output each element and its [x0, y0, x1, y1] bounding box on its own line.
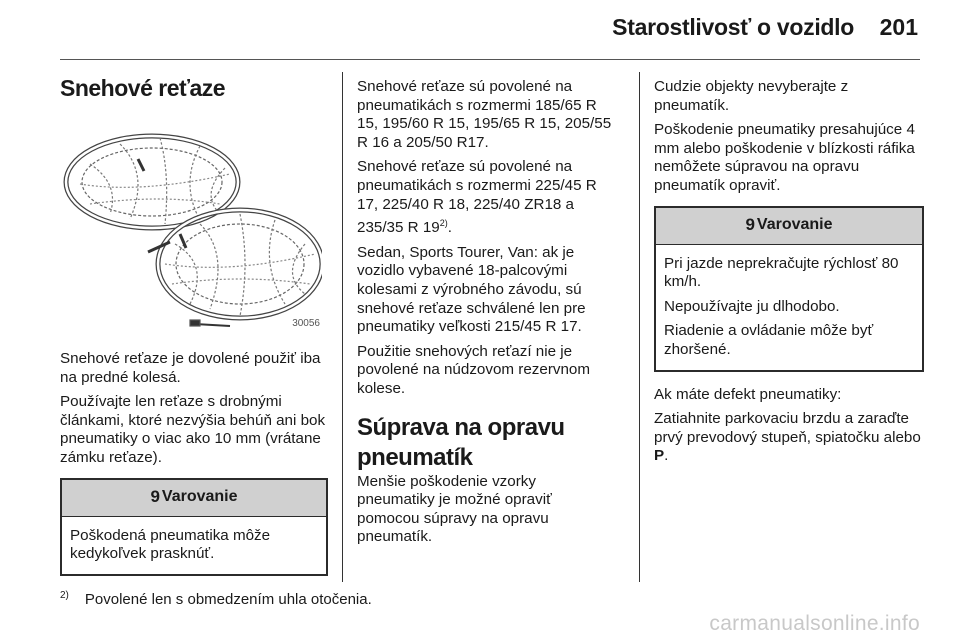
warning-body	[656, 245, 922, 370]
column-divider	[342, 72, 343, 582]
section-title-snow-chains: Snehové reťaze	[60, 75, 226, 101]
footnote	[60, 590, 372, 608]
warning-text: Poškodená pneumatika môže kedykoľvek prasknúť.	[70, 526, 271, 563]
chapter-title: Starostlivosť o vozidlo	[612, 14, 854, 40]
warning-line: Riadenie a ovládanie môže byť zhoršené.	[664, 322, 874, 358]
warning-box	[654, 206, 924, 372]
paragraph-text: Snehové reťaze sú povolené na pneumatikách s rozmermi 225/45 R 17, 225/40 R 18, 225/40 ZR18 a 235/35 R 19	[357, 158, 597, 237]
snow-chains-drawing	[60, 124, 322, 336]
column-3	[654, 60, 924, 472]
paragraph: Poškodenie pneumatiky presahujúce 4 mm alebo poškodenie v blízkosti ráfika nemôžete súpravou na opravu pneumatík opraviť.	[654, 121, 915, 194]
warning-title: Varovanie	[161, 488, 238, 506]
warning-header	[62, 480, 326, 517]
figure-code: 30056	[292, 318, 320, 330]
paragraph: Snehové reťaze je dovolené použiť iba na predné kolesá.	[60, 350, 321, 386]
paragraph-end: .	[447, 219, 453, 237]
section-title-repair-kit: Súprava na opravu pneumatík	[357, 413, 565, 471]
watermark: carmanualsonline.info	[709, 612, 920, 635]
column-2	[357, 60, 617, 553]
page-number: 201	[879, 14, 918, 40]
column-1	[60, 60, 328, 584]
paragraph: Ak máte defekt pneumatiky:	[654, 385, 842, 403]
paragraph	[654, 410, 924, 466]
warning-icon: 9	[745, 215, 755, 235]
footnote-text: Povolené len s obmedzením uhla otočenia.	[84, 591, 372, 608]
footnote-mark: 2)	[60, 590, 69, 601]
warning-box	[60, 478, 328, 576]
paragraph-text: Zatiahnite parkovaciu brzdu a zaraďte prvý prevodový stupeň, spiatočku alebo	[654, 410, 921, 446]
warning-line: Pri jazde neprekračujte rýchlosť 80 km/h.	[664, 254, 899, 291]
warning-body	[62, 517, 326, 574]
paragraph	[357, 158, 617, 237]
gear-position: P	[654, 447, 665, 465]
warning-header	[656, 208, 922, 245]
footnote-ref: 2)	[439, 218, 448, 229]
warning-title: Varovanie	[756, 216, 833, 234]
paragraph-end: .	[664, 447, 669, 465]
paragraph: Používajte len reťaze s drobnými článkami, ktoré nezvýšia behúň ani bok pneumatiky o viac ako 10 mm (vrátane zámku reťaze).	[60, 393, 326, 466]
paragraph: Cudzie objekty nevyberajte z pneumatík.	[654, 78, 849, 114]
paragraph: Použitie snehových reťazí nie je povolené na núdzovom rezervnom kolese.	[357, 342, 591, 397]
paragraph: Sedan, Sports Tourer, Van: ak je vozidlo vybavené 18-palcovými kolesami z výrobného závodu, sú snehové reťaze schválené len pre pneumatiky veľkosti 215/45 R 17.	[357, 243, 586, 336]
column-divider	[639, 72, 640, 582]
warning-line: Nepoužívajte ju dlhodobo.	[664, 297, 840, 315]
paragraph: Menšie poškodenie vzorky pneumatiky je možné opraviť pomocou súpravy na opravu pneumatík.	[357, 472, 552, 546]
paragraph: Snehové reťaze sú povolené na pneumatikách s rozmermi 185/65 R 15, 195/60 R 15, 195/65 R 15, 205/55 R 16 a 205/50 R17.	[357, 78, 612, 151]
snow-chains-illustration	[60, 124, 322, 336]
warning-icon: 9	[150, 487, 160, 507]
